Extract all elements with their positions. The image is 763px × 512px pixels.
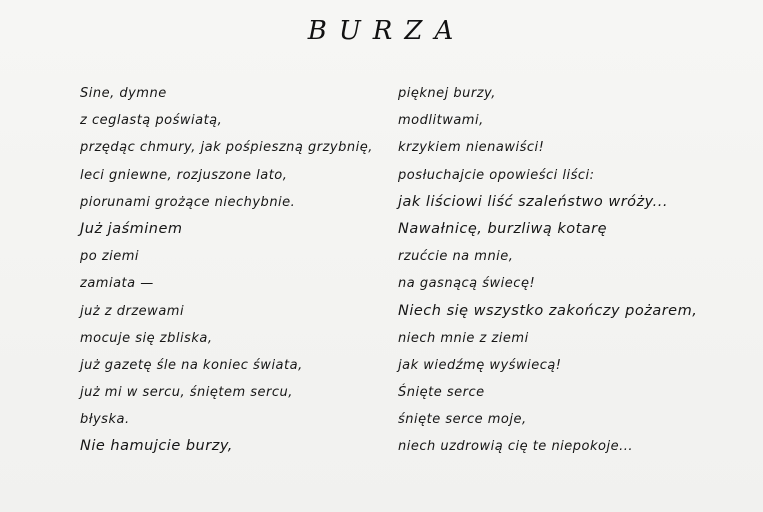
poem-right-column: [398, 80, 728, 461]
poem-line: modlitwami,: [398, 113, 484, 129]
poem-line: Nawałnicę, burzliwą kotarę: [398, 220, 608, 237]
poem-line: jak wiedźmę wyświecą!: [398, 357, 562, 373]
poem-line: na gasnącą świecę!: [398, 276, 536, 292]
poem-line: Sine, dymne: [80, 86, 167, 101]
poem-line: rzućcie na mnie,: [398, 249, 514, 265]
poem-line: już gazetę śle na koniec świata,: [80, 357, 303, 373]
poem-left-column: [80, 80, 390, 461]
poem-line: błyska.: [80, 412, 130, 428]
poem-line: już z drzewami: [80, 303, 185, 319]
poem-title: BURZA: [307, 16, 466, 46]
poem-line: niech uzdrowią cię te niepokoje...: [398, 439, 633, 455]
poem-line: pięknej burzy,: [398, 86, 496, 101]
poem-line: z ceglastą poświatą,: [80, 113, 223, 129]
poem-line: Niech się wszystko zakończy pożarem,: [398, 302, 698, 319]
poem-line: przędąc chmury, jak pośpieszną grzybnię,: [80, 140, 373, 156]
poem-line: niech mnie z ziemi: [398, 330, 529, 346]
poem-line: śnięte serce moje,: [398, 412, 527, 428]
poem-line: Już jaśminem: [80, 220, 183, 237]
poem-line: piorunami grożące niechybnie.: [80, 194, 296, 210]
poem-line: posłuchajcie opowieści liści:: [398, 167, 595, 183]
poem-line: jak liściowi liść szaleństwo wróży...: [398, 193, 668, 210]
poem-line: zamiata —: [80, 276, 154, 292]
poem-line: już mi w sercu, śniętem sercu,: [80, 385, 293, 401]
poem-line: po ziemi: [80, 249, 140, 265]
poem-line: Nie hamujcie burzy,: [80, 438, 233, 455]
poem-line: mocuje się zbliska,: [80, 330, 213, 346]
poem-line: krzykiem nienawiści!: [398, 140, 545, 156]
poem-line: leci gniewne, rozjuszone lato,: [80, 167, 288, 183]
poem-line: Śnięte serce: [398, 385, 485, 401]
